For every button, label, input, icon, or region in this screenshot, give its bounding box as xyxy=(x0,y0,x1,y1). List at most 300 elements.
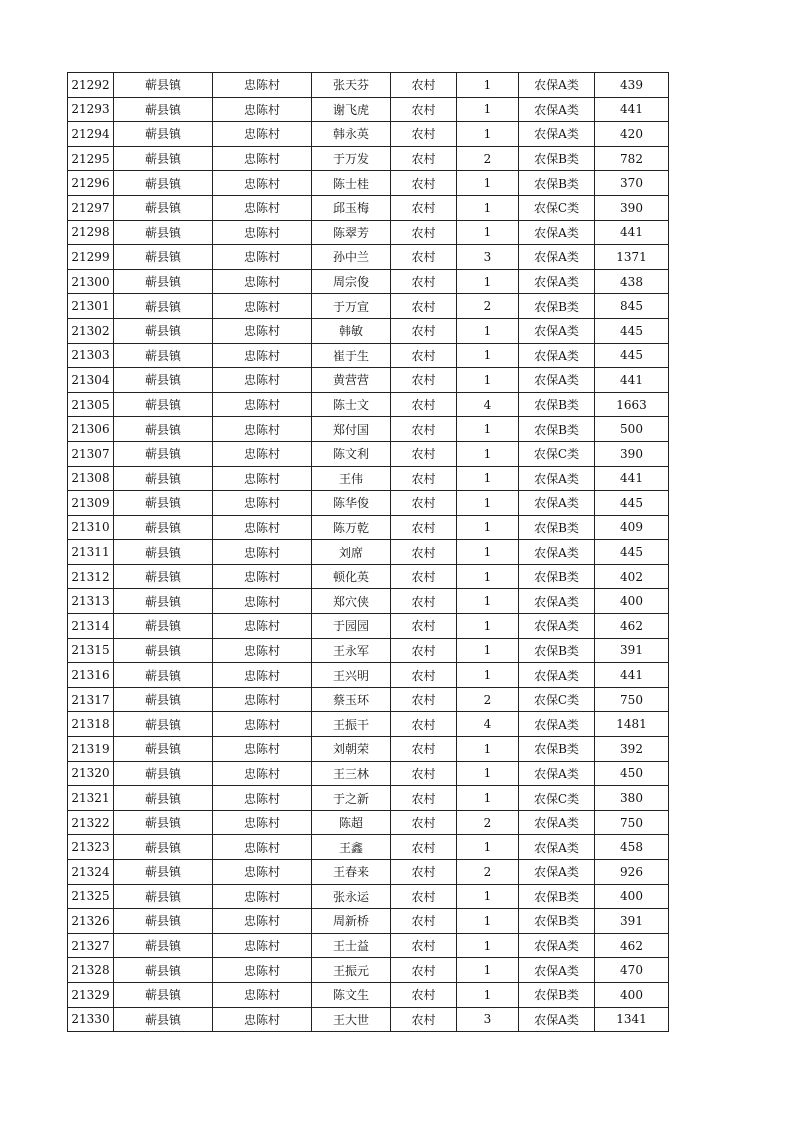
record-id-cell: 21302 xyxy=(68,318,114,343)
record-id-cell: 21321 xyxy=(68,786,114,811)
table-row xyxy=(68,441,669,466)
table-row xyxy=(68,884,669,909)
table-row xyxy=(68,491,669,516)
town-cell: 蕲县镇 xyxy=(114,146,213,171)
town-cell: 蕲县镇 xyxy=(114,1007,213,1032)
insurance-class-cell: 农保B类 xyxy=(519,884,595,909)
record-id-cell: 21300 xyxy=(68,269,114,294)
record-id-cell: 21324 xyxy=(68,860,114,885)
name-cell: 王永军 xyxy=(312,638,391,663)
amount-cell: 500 xyxy=(595,417,669,442)
insurance-class-cell: 农保B类 xyxy=(519,294,595,319)
name-cell: 于园园 xyxy=(312,614,391,639)
record-id-cell: 21316 xyxy=(68,663,114,688)
amount-cell: 400 xyxy=(595,884,669,909)
beneficiary-table xyxy=(67,72,669,1032)
name-cell: 陈文生 xyxy=(312,982,391,1007)
name-cell: 王振元 xyxy=(312,958,391,983)
village-cell: 忠陈村 xyxy=(213,97,312,122)
name-cell: 孙中兰 xyxy=(312,245,391,270)
name-cell: 周新桥 xyxy=(312,909,391,934)
household-type-cell: 农村 xyxy=(391,982,457,1007)
village-cell: 忠陈村 xyxy=(213,122,312,147)
record-id-cell: 21296 xyxy=(68,171,114,196)
household-type-cell: 农村 xyxy=(391,368,457,393)
village-cell: 忠陈村 xyxy=(213,466,312,491)
record-id-cell: 21301 xyxy=(68,294,114,319)
person-count-cell: 2 xyxy=(457,860,519,885)
record-id-cell: 21320 xyxy=(68,761,114,786)
village-cell: 忠陈村 xyxy=(213,441,312,466)
household-type-cell: 农村 xyxy=(391,663,457,688)
town-cell: 蕲县镇 xyxy=(114,195,213,220)
name-cell: 周宗俊 xyxy=(312,269,391,294)
town-cell: 蕲县镇 xyxy=(114,97,213,122)
person-count-cell: 2 xyxy=(457,146,519,171)
household-type-cell: 农村 xyxy=(391,564,457,589)
insurance-class-cell: 农保A类 xyxy=(519,860,595,885)
record-id-cell: 21303 xyxy=(68,343,114,368)
person-count-cell: 1 xyxy=(457,73,519,98)
household-type-cell: 农村 xyxy=(391,737,457,762)
village-cell: 忠陈村 xyxy=(213,810,312,835)
household-type-cell: 农村 xyxy=(391,220,457,245)
town-cell: 蕲县镇 xyxy=(114,491,213,516)
amount-cell: 450 xyxy=(595,761,669,786)
table-row xyxy=(68,195,669,220)
village-cell: 忠陈村 xyxy=(213,737,312,762)
household-type-cell: 农村 xyxy=(391,909,457,934)
insurance-class-cell: 农保A类 xyxy=(519,761,595,786)
person-count-cell: 2 xyxy=(457,294,519,319)
town-cell: 蕲县镇 xyxy=(114,417,213,442)
household-type-cell: 农村 xyxy=(391,269,457,294)
name-cell: 蔡玉环 xyxy=(312,687,391,712)
table-row xyxy=(68,73,669,98)
amount-cell: 458 xyxy=(595,835,669,860)
town-cell: 蕲县镇 xyxy=(114,737,213,762)
name-cell: 于之新 xyxy=(312,786,391,811)
village-cell: 忠陈村 xyxy=(213,687,312,712)
person-count-cell: 1 xyxy=(457,220,519,245)
insurance-class-cell: 农保A类 xyxy=(519,614,595,639)
record-id-cell: 21306 xyxy=(68,417,114,442)
amount-cell: 392 xyxy=(595,737,669,762)
town-cell: 蕲县镇 xyxy=(114,245,213,270)
town-cell: 蕲县镇 xyxy=(114,810,213,835)
table-row xyxy=(68,638,669,663)
record-id-cell: 21323 xyxy=(68,835,114,860)
table-row xyxy=(68,564,669,589)
table-row xyxy=(68,392,669,417)
household-type-cell: 农村 xyxy=(391,835,457,860)
name-cell: 陈士文 xyxy=(312,392,391,417)
insurance-class-cell: 农保A类 xyxy=(519,318,595,343)
village-cell: 忠陈村 xyxy=(213,73,312,98)
record-id-cell: 21322 xyxy=(68,810,114,835)
insurance-class-cell: 农保A类 xyxy=(519,245,595,270)
amount-cell: 400 xyxy=(595,589,669,614)
person-count-cell: 1 xyxy=(457,564,519,589)
name-cell: 张永运 xyxy=(312,884,391,909)
insurance-class-cell: 农保A类 xyxy=(519,958,595,983)
amount-cell: 445 xyxy=(595,491,669,516)
town-cell: 蕲县镇 xyxy=(114,73,213,98)
village-cell: 忠陈村 xyxy=(213,171,312,196)
record-id-cell: 21327 xyxy=(68,933,114,958)
table-row xyxy=(68,958,669,983)
person-count-cell: 1 xyxy=(457,614,519,639)
town-cell: 蕲县镇 xyxy=(114,982,213,1007)
name-cell: 王春来 xyxy=(312,860,391,885)
amount-cell: 441 xyxy=(595,466,669,491)
insurance-class-cell: 农保B类 xyxy=(519,392,595,417)
household-type-cell: 农村 xyxy=(391,761,457,786)
amount-cell: 391 xyxy=(595,909,669,934)
table-row xyxy=(68,737,669,762)
record-id-cell: 21315 xyxy=(68,638,114,663)
table-row xyxy=(68,663,669,688)
amount-cell: 750 xyxy=(595,810,669,835)
insurance-class-cell: 农保A类 xyxy=(519,368,595,393)
household-type-cell: 农村 xyxy=(391,122,457,147)
table-row xyxy=(68,614,669,639)
household-type-cell: 农村 xyxy=(391,614,457,639)
town-cell: 蕲县镇 xyxy=(114,663,213,688)
name-cell: 陈万乾 xyxy=(312,515,391,540)
table-row xyxy=(68,245,669,270)
person-count-cell: 1 xyxy=(457,786,519,811)
name-cell: 陈翠芳 xyxy=(312,220,391,245)
name-cell: 郑穴侠 xyxy=(312,589,391,614)
name-cell: 陈华俊 xyxy=(312,491,391,516)
village-cell: 忠陈村 xyxy=(213,589,312,614)
insurance-class-cell: 农保A类 xyxy=(519,220,595,245)
insurance-class-cell: 农保A类 xyxy=(519,491,595,516)
insurance-class-cell: 农保B类 xyxy=(519,909,595,934)
village-cell: 忠陈村 xyxy=(213,368,312,393)
town-cell: 蕲县镇 xyxy=(114,318,213,343)
person-count-cell: 1 xyxy=(457,958,519,983)
person-count-cell: 1 xyxy=(457,982,519,1007)
person-count-cell: 1 xyxy=(457,97,519,122)
town-cell: 蕲县镇 xyxy=(114,269,213,294)
record-id-cell: 21326 xyxy=(68,909,114,934)
person-count-cell: 1 xyxy=(457,269,519,294)
town-cell: 蕲县镇 xyxy=(114,933,213,958)
village-cell: 忠陈村 xyxy=(213,1007,312,1032)
name-cell: 陈文利 xyxy=(312,441,391,466)
name-cell: 王振干 xyxy=(312,712,391,737)
village-cell: 忠陈村 xyxy=(213,195,312,220)
insurance-class-cell: 农保A类 xyxy=(519,73,595,98)
table-row xyxy=(68,1007,669,1032)
household-type-cell: 农村 xyxy=(391,786,457,811)
amount-cell: 1663 xyxy=(595,392,669,417)
village-cell: 忠陈村 xyxy=(213,417,312,442)
insurance-class-cell: 农保C类 xyxy=(519,195,595,220)
household-type-cell: 农村 xyxy=(391,687,457,712)
record-id-cell: 21310 xyxy=(68,515,114,540)
household-type-cell: 农村 xyxy=(391,810,457,835)
table-row xyxy=(68,171,669,196)
insurance-class-cell: 农保A类 xyxy=(519,122,595,147)
town-cell: 蕲县镇 xyxy=(114,909,213,934)
table-body xyxy=(68,73,669,1032)
record-id-cell: 21309 xyxy=(68,491,114,516)
household-type-cell: 农村 xyxy=(391,958,457,983)
village-cell: 忠陈村 xyxy=(213,933,312,958)
name-cell: 陈士桂 xyxy=(312,171,391,196)
insurance-class-cell: 农保C类 xyxy=(519,687,595,712)
person-count-cell: 1 xyxy=(457,540,519,565)
table-row xyxy=(68,269,669,294)
name-cell: 王鑫 xyxy=(312,835,391,860)
village-cell: 忠陈村 xyxy=(213,835,312,860)
village-cell: 忠陈村 xyxy=(213,343,312,368)
town-cell: 蕲县镇 xyxy=(114,835,213,860)
amount-cell: 845 xyxy=(595,294,669,319)
amount-cell: 445 xyxy=(595,540,669,565)
household-type-cell: 农村 xyxy=(391,1007,457,1032)
record-id-cell: 21305 xyxy=(68,392,114,417)
person-count-cell: 1 xyxy=(457,171,519,196)
amount-cell: 441 xyxy=(595,663,669,688)
table-row xyxy=(68,417,669,442)
household-type-cell: 农村 xyxy=(391,860,457,885)
amount-cell: 420 xyxy=(595,122,669,147)
record-id-cell: 21292 xyxy=(68,73,114,98)
table-row xyxy=(68,909,669,934)
name-cell: 韩敏 xyxy=(312,318,391,343)
record-id-cell: 21298 xyxy=(68,220,114,245)
person-count-cell: 2 xyxy=(457,687,519,712)
record-id-cell: 21314 xyxy=(68,614,114,639)
person-count-cell: 1 xyxy=(457,318,519,343)
person-count-cell: 1 xyxy=(457,515,519,540)
household-type-cell: 农村 xyxy=(391,245,457,270)
village-cell: 忠陈村 xyxy=(213,614,312,639)
record-id-cell: 21297 xyxy=(68,195,114,220)
village-cell: 忠陈村 xyxy=(213,392,312,417)
village-cell: 忠陈村 xyxy=(213,786,312,811)
household-type-cell: 农村 xyxy=(391,294,457,319)
person-count-cell: 1 xyxy=(457,663,519,688)
insurance-class-cell: 农保A类 xyxy=(519,540,595,565)
record-id-cell: 21319 xyxy=(68,737,114,762)
table-row xyxy=(68,318,669,343)
insurance-class-cell: 农保B类 xyxy=(519,515,595,540)
name-cell: 刘席 xyxy=(312,540,391,565)
record-id-cell: 21329 xyxy=(68,982,114,1007)
amount-cell: 926 xyxy=(595,860,669,885)
person-count-cell: 4 xyxy=(457,392,519,417)
town-cell: 蕲县镇 xyxy=(114,368,213,393)
amount-cell: 441 xyxy=(595,220,669,245)
amount-cell: 1341 xyxy=(595,1007,669,1032)
town-cell: 蕲县镇 xyxy=(114,687,213,712)
household-type-cell: 农村 xyxy=(391,540,457,565)
insurance-class-cell: 农保C类 xyxy=(519,441,595,466)
table-row xyxy=(68,835,669,860)
amount-cell: 439 xyxy=(595,73,669,98)
village-cell: 忠陈村 xyxy=(213,909,312,934)
insurance-class-cell: 农保B类 xyxy=(519,564,595,589)
town-cell: 蕲县镇 xyxy=(114,564,213,589)
amount-cell: 409 xyxy=(595,515,669,540)
person-count-cell: 1 xyxy=(457,122,519,147)
name-cell: 王大世 xyxy=(312,1007,391,1032)
name-cell: 邱玉梅 xyxy=(312,195,391,220)
record-id-cell: 21312 xyxy=(68,564,114,589)
amount-cell: 380 xyxy=(595,786,669,811)
table-row xyxy=(68,368,669,393)
village-cell: 忠陈村 xyxy=(213,245,312,270)
name-cell: 韩永英 xyxy=(312,122,391,147)
amount-cell: 438 xyxy=(595,269,669,294)
person-count-cell: 1 xyxy=(457,933,519,958)
insurance-class-cell: 农保C类 xyxy=(519,786,595,811)
insurance-class-cell: 农保A类 xyxy=(519,1007,595,1032)
record-id-cell: 21313 xyxy=(68,589,114,614)
person-count-cell: 3 xyxy=(457,245,519,270)
person-count-cell: 1 xyxy=(457,761,519,786)
village-cell: 忠陈村 xyxy=(213,146,312,171)
household-type-cell: 农村 xyxy=(391,638,457,663)
record-id-cell: 21293 xyxy=(68,97,114,122)
town-cell: 蕲县镇 xyxy=(114,638,213,663)
table-row xyxy=(68,294,669,319)
table-row xyxy=(68,933,669,958)
name-cell: 陈超 xyxy=(312,810,391,835)
village-cell: 忠陈村 xyxy=(213,491,312,516)
village-cell: 忠陈村 xyxy=(213,318,312,343)
town-cell: 蕲县镇 xyxy=(114,441,213,466)
village-cell: 忠陈村 xyxy=(213,860,312,885)
household-type-cell: 农村 xyxy=(391,515,457,540)
record-id-cell: 21307 xyxy=(68,441,114,466)
table-row xyxy=(68,761,669,786)
name-cell: 郑付国 xyxy=(312,417,391,442)
record-id-cell: 21311 xyxy=(68,540,114,565)
town-cell: 蕲县镇 xyxy=(114,392,213,417)
town-cell: 蕲县镇 xyxy=(114,761,213,786)
name-cell: 王兴明 xyxy=(312,663,391,688)
household-type-cell: 农村 xyxy=(391,466,457,491)
amount-cell: 1371 xyxy=(595,245,669,270)
person-count-cell: 1 xyxy=(457,368,519,393)
household-type-cell: 农村 xyxy=(391,171,457,196)
insurance-class-cell: 农保A类 xyxy=(519,933,595,958)
record-id-cell: 21304 xyxy=(68,368,114,393)
table-row xyxy=(68,515,669,540)
table-row xyxy=(68,540,669,565)
amount-cell: 470 xyxy=(595,958,669,983)
table-row xyxy=(68,466,669,491)
name-cell: 王伟 xyxy=(312,466,391,491)
person-count-cell: 1 xyxy=(457,195,519,220)
record-id-cell: 21294 xyxy=(68,122,114,147)
table-row xyxy=(68,982,669,1007)
person-count-cell: 1 xyxy=(457,491,519,516)
village-cell: 忠陈村 xyxy=(213,540,312,565)
insurance-class-cell: 农保A类 xyxy=(519,663,595,688)
record-id-cell: 21328 xyxy=(68,958,114,983)
insurance-class-cell: 农保B类 xyxy=(519,737,595,762)
village-cell: 忠陈村 xyxy=(213,638,312,663)
person-count-cell: 1 xyxy=(457,343,519,368)
insurance-class-cell: 农保A类 xyxy=(519,810,595,835)
table-row xyxy=(68,786,669,811)
table-row xyxy=(68,687,669,712)
town-cell: 蕲县镇 xyxy=(114,540,213,565)
household-type-cell: 农村 xyxy=(391,73,457,98)
village-cell: 忠陈村 xyxy=(213,663,312,688)
record-id-cell: 21317 xyxy=(68,687,114,712)
household-type-cell: 农村 xyxy=(391,441,457,466)
insurance-class-cell: 农保B类 xyxy=(519,982,595,1007)
town-cell: 蕲县镇 xyxy=(114,466,213,491)
table-row xyxy=(68,810,669,835)
name-cell: 刘朝荣 xyxy=(312,737,391,762)
village-cell: 忠陈村 xyxy=(213,884,312,909)
village-cell: 忠陈村 xyxy=(213,982,312,1007)
amount-cell: 750 xyxy=(595,687,669,712)
name-cell: 张天芬 xyxy=(312,73,391,98)
insurance-class-cell: 农保B类 xyxy=(519,638,595,663)
village-cell: 忠陈村 xyxy=(213,958,312,983)
person-count-cell: 3 xyxy=(457,1007,519,1032)
record-id-cell: 21325 xyxy=(68,884,114,909)
household-type-cell: 农村 xyxy=(391,97,457,122)
person-count-cell: 1 xyxy=(457,737,519,762)
town-cell: 蕲县镇 xyxy=(114,614,213,639)
town-cell: 蕲县镇 xyxy=(114,515,213,540)
town-cell: 蕲县镇 xyxy=(114,343,213,368)
person-count-cell: 1 xyxy=(457,884,519,909)
town-cell: 蕲县镇 xyxy=(114,589,213,614)
village-cell: 忠陈村 xyxy=(213,294,312,319)
person-count-cell: 4 xyxy=(457,712,519,737)
amount-cell: 782 xyxy=(595,146,669,171)
table-row xyxy=(68,589,669,614)
amount-cell: 445 xyxy=(595,318,669,343)
amount-cell: 462 xyxy=(595,933,669,958)
name-cell: 王三林 xyxy=(312,761,391,786)
town-cell: 蕲县镇 xyxy=(114,220,213,245)
person-count-cell: 1 xyxy=(457,589,519,614)
village-cell: 忠陈村 xyxy=(213,515,312,540)
person-count-cell: 1 xyxy=(457,638,519,663)
household-type-cell: 农村 xyxy=(391,491,457,516)
insurance-class-cell: 农保B类 xyxy=(519,417,595,442)
village-cell: 忠陈村 xyxy=(213,269,312,294)
household-type-cell: 农村 xyxy=(391,343,457,368)
town-cell: 蕲县镇 xyxy=(114,294,213,319)
table-row xyxy=(68,860,669,885)
name-cell: 崔于生 xyxy=(312,343,391,368)
household-type-cell: 农村 xyxy=(391,195,457,220)
person-count-cell: 1 xyxy=(457,835,519,860)
record-id-cell: 21330 xyxy=(68,1007,114,1032)
town-cell: 蕲县镇 xyxy=(114,122,213,147)
household-type-cell: 农村 xyxy=(391,318,457,343)
household-type-cell: 农村 xyxy=(391,392,457,417)
table-row xyxy=(68,343,669,368)
amount-cell: 441 xyxy=(595,97,669,122)
town-cell: 蕲县镇 xyxy=(114,786,213,811)
town-cell: 蕲县镇 xyxy=(114,171,213,196)
